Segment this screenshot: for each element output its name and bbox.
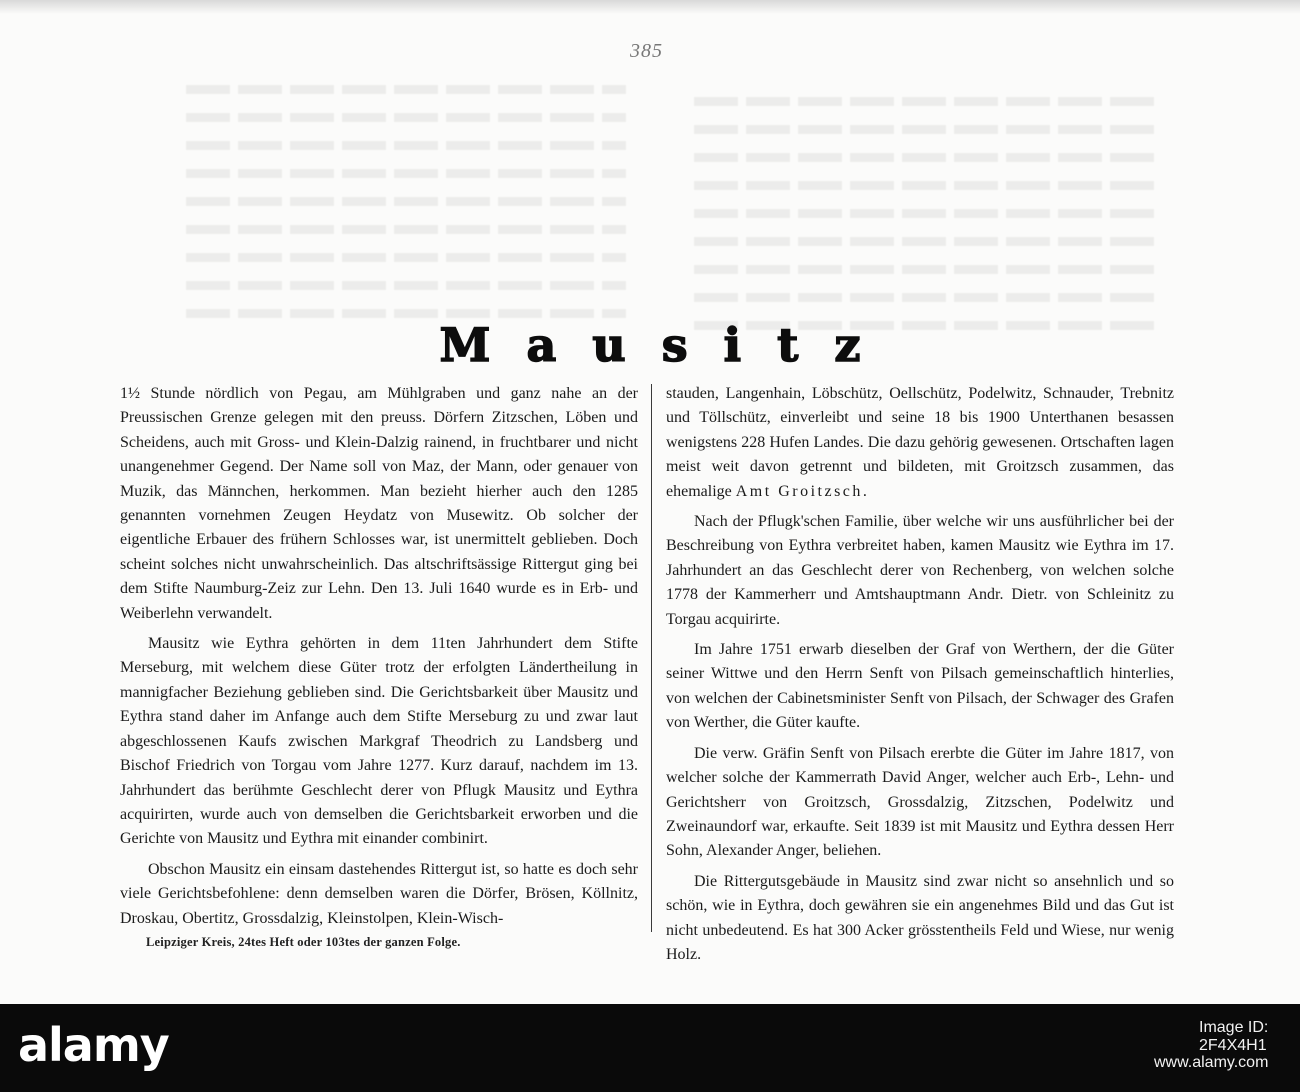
- alamy-logo: alamy: [18, 1018, 169, 1072]
- paragraph: Die Rittergutsgebäude in Mausitz sind zwar nicht so ansehnlich und so schön, wie in Eythra, doch gewähren sie ein angenehmes Bild und das Gut ist nicht unbedeutend. Es hat 300 Acker grösstentheils Feld und Wiese, nur wenig Holz.: [666, 872, 1174, 963]
- scan-shadow: [0, 0, 1300, 14]
- page-number: 385: [630, 40, 663, 62]
- paragraph: Die verw. Gräfin Senft von Pilsach ererbte die Güter im Jahre 1817, von welcher solche der Kammerrath David Anger, welcher auch Erb-, Lehn- und Gerichtsherr von Groitzsch, Grossdalzig, Zitzschen, Podelwitz und Zweinaundorf war, erkaufte. Seit 1839 ist mit Mausitz und Eythra dessen Herr Sohn, Alexander Anger, beliehen.: [666, 744, 1174, 860]
- bleed-through-left: [186, 74, 626, 337]
- left-column: [120, 382, 638, 937]
- image-id: Image ID: 2F4X4H1: [1199, 1019, 1269, 1054]
- column-divider: [651, 384, 652, 932]
- paragraph: Im Jahre 1751 erwarb dieselben der Graf von Werthern, der die Güter seiner Wittwe und den Herrn Senft von Pilsach gemeinschaftlich hinterlies, von welchen der Cabinetsminister Senft von Pilsach, der Schwager des Grafen von Werther, die Güter kaufte.: [666, 641, 1174, 732]
- paragraph: Mausitz wie Eythra gehörten in dem 11ten Jahrhundert dem Stifte Merseburg, mit welchem diese Güter trotz der erfolgten Ländertheilung in mannigfacher Beziehung geblieben sind. Die Gerichtsbarkeit über Mausitz und Eythra stand daher im Anfange auch dem Stifte Merseburg zu und zwar laut abgeschlossenen Kaufs zwischen Markgraf Theodrich zu Landsberg und Bischof Friedrich von Torgau vom Jahre 1277. Kurz darauf, nachdem im 13. Jahrhundert das berühmte Geschlecht derer von Pflugk Mausitz und Eythra acquirirten, wurde auch von demselben die Gerichtsbarkeit erworben und die Gerichte von Mausitz und Eythra mit einander combinirt.: [120, 635, 638, 848]
- bleed-through-right: [694, 86, 1154, 349]
- page-title: Mausitz: [439, 318, 897, 372]
- paragraph: Obschon Mausitz ein einsam dastehendes Rittergut ist, so hatte es doch sehr viele Gerichtsbefohlene: denn demselben waren die Dörfer, Brösen, Köllnitz, Droskau, Obertitz, Grossdalzig, Kleinstolpen, Klein-Wisch-: [120, 860, 638, 927]
- paragraph: Nach der Pflugk'schen Familie, über welche wir uns ausführlicher bei der Beschreibung von Eythra verbreitet haben, kamen Mausitz wie Eythra im 17. Jahrhundert an das Geschlecht derer von Rechenberg, von welchen solche 1778 der Kammerherr und Amtshauptmann Andr. Dietr. von Schleinitz zu Torgau acquirirte.: [666, 513, 1174, 628]
- paragraph: 1½ Stunde nördlich von Pegau, am Mühlgraben und ganz nahe an der Preussischen Grenze gelegen mit den preuss. Dörfern Zitzschen, Löben und Scheidens, auch mit Gross- und Klein-Dalzig rainend, in fruchtbarer und nicht unangenehmer Gegend. Der Name soll von Maz, der Mann, oder genauer von Muzik, das Männchen, herkommen. Man bezieht hierher auch den 1285 genannten vornehmen Zeugen Heydatz von Musewitz. Ob solcher der eigentliche Erbauer des frühern Schlosses war, ist unermittelt geblieben. Doch scheint solches nicht unwahrscheinlich. Das altschriftsässige Rittergut ging bei dem Stifte Naumburg-Zeiz zur Lehn. Den 13. Juli 1640 wurde es in Erb- und Weiberlehn verwandelt.: [120, 385, 638, 622]
- watermark-strip: [0, 1004, 1300, 1092]
- right-column: [666, 382, 1174, 973]
- site-url: www.alamy.com: [1154, 1054, 1269, 1071]
- spaced-name: Amt Groitzsch.: [735, 482, 870, 500]
- paragraph-text: stauden, Langenhain, Löbschütz, Oellschütz, Podelwitz, Schnauder, Trebnitz und Töllschütz, einverleibt und seine 18 bis 1900 Unterthanen besassen wenigstens 228 Hufen Landes. Die dazu gehörig gewesenen. Ortschaften lagen meist weit davon getrennt und bildeten, mit Groitzsch zusammen, das ehemalige: [666, 385, 1174, 500]
- footer-note: Leipziger Kreis, 24tes Heft oder 103tes der ganzen Folge.: [146, 935, 461, 949]
- paragraph: [666, 382, 1174, 504]
